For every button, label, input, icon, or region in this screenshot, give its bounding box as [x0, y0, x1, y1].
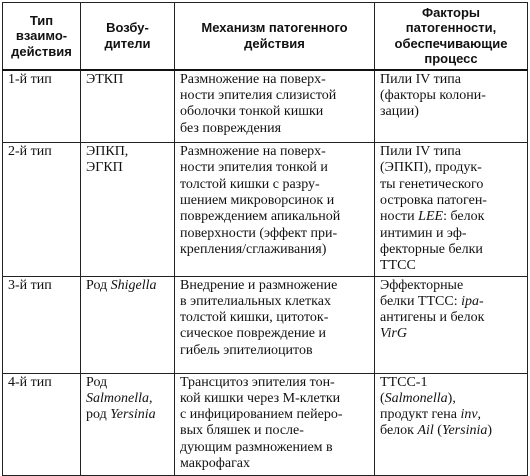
text-segment: сическое повреждение и: [180, 326, 327, 342]
table-header-row: [3, 3, 528, 70]
agents-cell: [81, 276, 175, 373]
cell-line: [180, 407, 370, 423]
text-segment: антигены и белок: [380, 310, 485, 326]
italic-term: VirG: [380, 326, 407, 342]
cell-line: [380, 193, 523, 209]
text-segment: ): [487, 423, 493, 439]
text-segment: ТТСС-1: [380, 374, 428, 390]
text-segment: (: [380, 390, 385, 406]
cell-line: [180, 343, 370, 359]
text-segment: дующим размножением в: [180, 439, 333, 455]
italic-term: Salmonella: [384, 390, 448, 406]
text-segment: ЭПКП,: [86, 144, 129, 160]
cell-line: [380, 326, 523, 342]
text-segment: ности: [380, 209, 419, 225]
cell-line: [180, 72, 370, 88]
text-segment: гибель эпителиоцитов: [180, 342, 313, 358]
text-segment: зации): [380, 104, 419, 120]
cell-line: [380, 144, 523, 160]
text-segment: шением микроворсинок и: [180, 193, 335, 209]
text-segment: ты генетического: [380, 176, 484, 192]
header-interaction-type: Тип взаимо- действия: [3, 3, 81, 70]
header-agents: Возбу- дители: [81, 3, 175, 70]
factors-cell: [375, 143, 528, 276]
cell-line: [180, 121, 370, 137]
cell-line: [180, 294, 370, 310]
mechanism-cell: [175, 143, 375, 276]
text-segment: продукт гена: [380, 407, 461, 423]
text-segment: ЭГКП: [86, 160, 123, 176]
table-row: [3, 373, 528, 475]
mechanism-cell: [175, 70, 375, 143]
text-segment: толстой кишки, цитоток-: [180, 310, 329, 326]
interaction-type-cell: [3, 276, 81, 373]
cell-line: [380, 104, 523, 120]
cell-text: 4-й тип: [8, 374, 52, 390]
cell-line: [86, 160, 170, 176]
cell-line: [180, 278, 370, 294]
pathogenicity-table: [2, 2, 528, 476]
text-segment: Род: [86, 277, 111, 293]
text-segment: в эпителиальных клетках: [180, 293, 331, 309]
italic-term: ipa: [461, 293, 479, 309]
text-segment: -: [479, 293, 484, 309]
cell-line: [380, 242, 523, 258]
text-segment: : белок: [443, 209, 485, 225]
italic-term: inv: [460, 407, 478, 423]
cell-line: [180, 423, 370, 439]
text-segment: Трансцитоз эпителия тон-: [180, 374, 335, 390]
mechanism-cell: [175, 373, 375, 475]
cell-line: [180, 326, 370, 342]
text-segment: с инфицированием пейеро-: [180, 407, 343, 423]
header-pathogenicity-factors: Факторы патогенности, обеспечивающие процесс: [375, 3, 528, 70]
agents-cell: [81, 373, 175, 475]
cell-line: [380, 258, 523, 274]
text-segment: повреждением апикальной: [180, 209, 341, 225]
text-segment: вых бляшек и после-: [180, 423, 304, 439]
cell-text: 1-й тип: [8, 71, 52, 87]
cell-line: [86, 407, 170, 423]
cell-line: [180, 144, 370, 160]
interaction-type-cell: [3, 143, 81, 276]
text-segment: Размножение на поверх-: [180, 144, 326, 160]
cell-text: 3-й тип: [8, 277, 52, 293]
text-segment: (ЭПКП), продук-: [380, 160, 482, 176]
cell-line: [380, 391, 523, 407]
cell-line: [180, 226, 370, 242]
text-segment: толстой кишки с разру-: [180, 176, 320, 192]
text-segment: ТТСС: [380, 258, 416, 274]
mechanism-cell: [175, 276, 375, 373]
text-segment: ности эпителия тонкой и: [180, 160, 328, 176]
text-segment: ности эпителия слизистой: [180, 87, 337, 103]
cell-line: [180, 160, 370, 176]
cell-line: [380, 72, 523, 88]
cell-line: [86, 72, 170, 88]
cell-line: [180, 310, 370, 326]
cell-line: [86, 375, 170, 391]
factors-cell: [375, 276, 528, 373]
text-segment: белок: [380, 423, 418, 439]
cell-line: [180, 440, 370, 456]
cell-line: [86, 144, 170, 160]
factors-cell: [375, 70, 528, 143]
table-row: [3, 276, 528, 373]
cell-line: [180, 193, 370, 209]
text-segment: макрофагах: [180, 455, 251, 471]
text-segment: (: [433, 423, 442, 439]
text-segment: ,: [149, 390, 153, 406]
factors-cell: [375, 373, 528, 475]
text-segment: без повреждения: [180, 120, 282, 136]
text-segment: крепления/сглаживания): [180, 241, 327, 257]
cell-line: [380, 294, 523, 310]
table-row: [3, 70, 528, 143]
cell-line: [86, 278, 170, 294]
cell-line: [380, 226, 523, 242]
agents-cell: [81, 143, 175, 276]
cell-line: [380, 88, 523, 104]
text-segment: Размножение на поверх-: [180, 71, 326, 87]
cell-line: [180, 375, 370, 391]
cell-line: [180, 209, 370, 225]
text-segment: род: [86, 407, 111, 423]
cell-line: [380, 423, 523, 439]
cell-line: [180, 177, 370, 193]
cell-line: [180, 456, 370, 472]
text-segment: Пили IV типа: [380, 144, 461, 160]
text-segment: оболочки тонкой кишки: [180, 104, 324, 120]
cell-line: [180, 391, 370, 407]
text-segment: Внедрение и размножение: [180, 277, 338, 293]
agents-cell: [81, 70, 175, 143]
text-segment: островка патоген-: [380, 193, 487, 209]
interaction-type-cell: [3, 70, 81, 143]
italic-term: Shigella: [110, 277, 157, 293]
table-row: [3, 143, 528, 276]
text-segment: фекторные белки: [380, 241, 483, 257]
text-segment: ,: [477, 407, 482, 423]
cell-line: [86, 391, 170, 407]
text-segment: кой кишки через М-клетки: [180, 390, 341, 406]
text-segment: (факторы колони-: [380, 87, 486, 103]
text-segment: поверхности (эффект при-: [180, 225, 338, 241]
cell-line: [380, 177, 523, 193]
cell-line: [380, 209, 523, 225]
text-segment: Пили IV типа: [380, 71, 461, 87]
cell-line: [180, 88, 370, 104]
cell-text: 2-й тип: [8, 144, 52, 160]
cell-line: [380, 160, 523, 176]
text-segment: ЭТКП: [86, 71, 124, 87]
italic-term: Ail: [417, 423, 434, 439]
cell-line: [380, 310, 523, 326]
text-segment: Эффекторные: [380, 277, 464, 293]
italic-term: LEE: [418, 209, 444, 225]
text-segment: ),: [447, 390, 456, 406]
text-segment: белки ТТСС:: [380, 293, 462, 309]
cell-line: [380, 375, 523, 391]
italic-term: Salmonella: [86, 390, 149, 406]
header-mechanism: Механизм патогенного действия: [175, 3, 375, 70]
cell-line: [180, 104, 370, 120]
text-segment: интимин и эф-: [380, 225, 467, 241]
cell-line: [180, 242, 370, 258]
cell-line: [380, 278, 523, 294]
italic-term: Yersinia: [441, 423, 488, 439]
cell-line: [380, 407, 523, 423]
text-segment: Род: [86, 374, 108, 390]
interaction-type-cell: [3, 373, 81, 475]
italic-term: Yersinia: [110, 407, 156, 423]
